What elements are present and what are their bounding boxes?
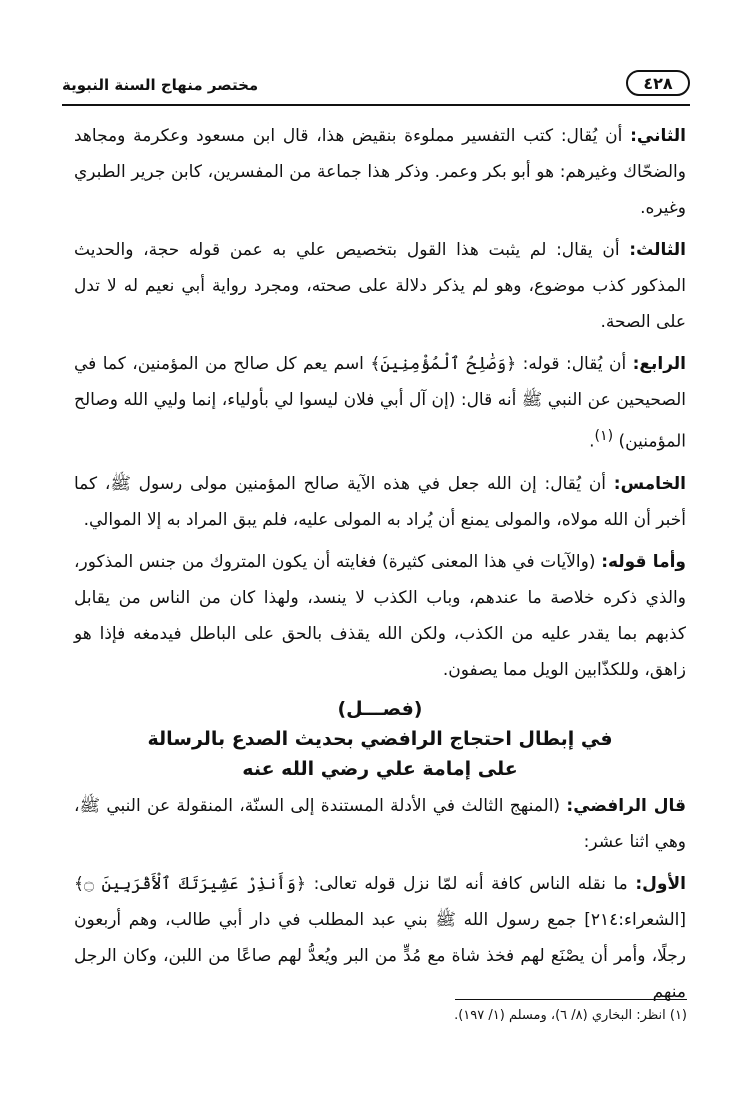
paragraph-third (74, 232, 686, 340)
section-title: (فصـــل) (337, 697, 423, 720)
paragraph-first (74, 866, 686, 1010)
quran-verse: ﴿وَأَنذِرْ عَشِيرَتَكَ ٱلْأَقْرَبِينَ ۝﴾ (74, 873, 306, 894)
verse-citation: [الشعراء:٢١٤] (576, 909, 686, 930)
page-number-badge (626, 70, 690, 96)
paragraph-label: الأول: (635, 873, 686, 894)
section-subtitle-line2: على إمامة علي رضي الله عنه (242, 757, 518, 780)
paragraph-text: ما نقله الناس كافة أنه لمّا نزل قوله تعالى: (305, 873, 636, 894)
footnote-ref: (١) (594, 428, 614, 444)
section-heading (74, 694, 686, 784)
paragraph-text: أن يُقال: كتب التفسير مملوءة بنقيض هذا، قال ابن مسعود وعكرمة ومجاهد والضحّاك وغيرهم: هو أبو بكر وعمر. وذكر هذا جماعة من المفسرين، كابن جرير الطبري وغيره. (74, 126, 686, 218)
header-rule (62, 104, 690, 106)
paragraph-as-for (74, 544, 686, 688)
page-number: ٤٢٨ (643, 73, 673, 93)
book-title: مختصر منهاج السنة النبوية (62, 76, 259, 94)
section-subtitle-line1: في إبطال احتجاج الرافضي بحديث الصدع بالرسالة (147, 727, 613, 750)
paragraph-text: أن يُقال: قوله: (516, 354, 633, 374)
paragraph-label: الرابع: (632, 354, 687, 374)
body-text (74, 118, 686, 1016)
paragraph-label: الثالث: (629, 240, 686, 260)
paragraph-text: (المنهج الثالث في الأدلة المستندة إلى السنّة، المنقولة عن النبي ﷺ، وهي اثنا عشر: (74, 795, 686, 852)
paragraph-text: جمع رسول الله ﷺ بني عبد المطلب في دار أبي طالب، وهم أربعون رجلًا، وأمر أن يصْنَع لهم فخذ شاة مع مُدٍّ من البر ويُعدُّ لهم صاعًا من اللبن، وكان الرجل منهم (74, 909, 686, 1002)
paragraph-text: أن يقال: لم يثبت هذا القول بتخصيص علي به عمن قوله حجة، والحديث المذكور كذب موضوع، وهو لم يذكر دلالة على صحته، ومجرد رواية أبي نعيم له لا تدل على الصحة. (74, 240, 686, 332)
paragraph-second (74, 118, 686, 226)
footnote-rule (455, 999, 687, 1000)
paragraph-text: (والآيات في هذا المعنى كثيرة) فغايته أن يكون المتروك من جنس المذكور، والذي ذكره خلاصة ما عندهم، وباب الكذب لا ينسد، ولهذا كان من الناس من يقابل كذبهم بما يقدر عليه من الكذب، ولكن الله يقذف بالحق على الباطل فيدمغه فإذا هو زاهق، وللكذّابين الويل مما يصفون. (74, 551, 686, 680)
paragraph-label: قال الرافضي: (566, 795, 686, 816)
paragraph-text: أن يُقال: إن الله جعل في هذه الآية صالح المؤمنين مولى رسول ﷺ، كما أخبر أن الله مولاه، والمولى يمنع أن يُراد به المولى عليه، فلم يبق المراد به إلا الموالي. (74, 473, 686, 530)
paragraph-rafidi (74, 788, 686, 860)
page-header (62, 70, 690, 106)
quran-verse: ﴿وَصَٰلِحُ ٱلْمُؤْمِنِينَ﴾ (370, 354, 517, 374)
paragraph-fifth (74, 466, 686, 538)
paragraph-label: وأما قوله: (601, 551, 686, 572)
paragraph-text: اسم يعم كل صالح من المؤمنين، كما في الصحيحين عن النبي ﷺ أنه قال: (إن آل أبي فلان ليسوا لي بأولياء، إنما وليي الله وصالح المؤمنين) (74, 354, 686, 452)
paragraph-fourth (74, 346, 686, 460)
paragraph-text: . (589, 431, 595, 452)
paragraph-label: الخامس: (613, 473, 686, 494)
paragraph-label: الثاني: (630, 126, 686, 146)
footnote: (١) انظر: البخاري (٨/ ٦)، ومسلم (١/ ١٩٧). (454, 1008, 687, 1023)
